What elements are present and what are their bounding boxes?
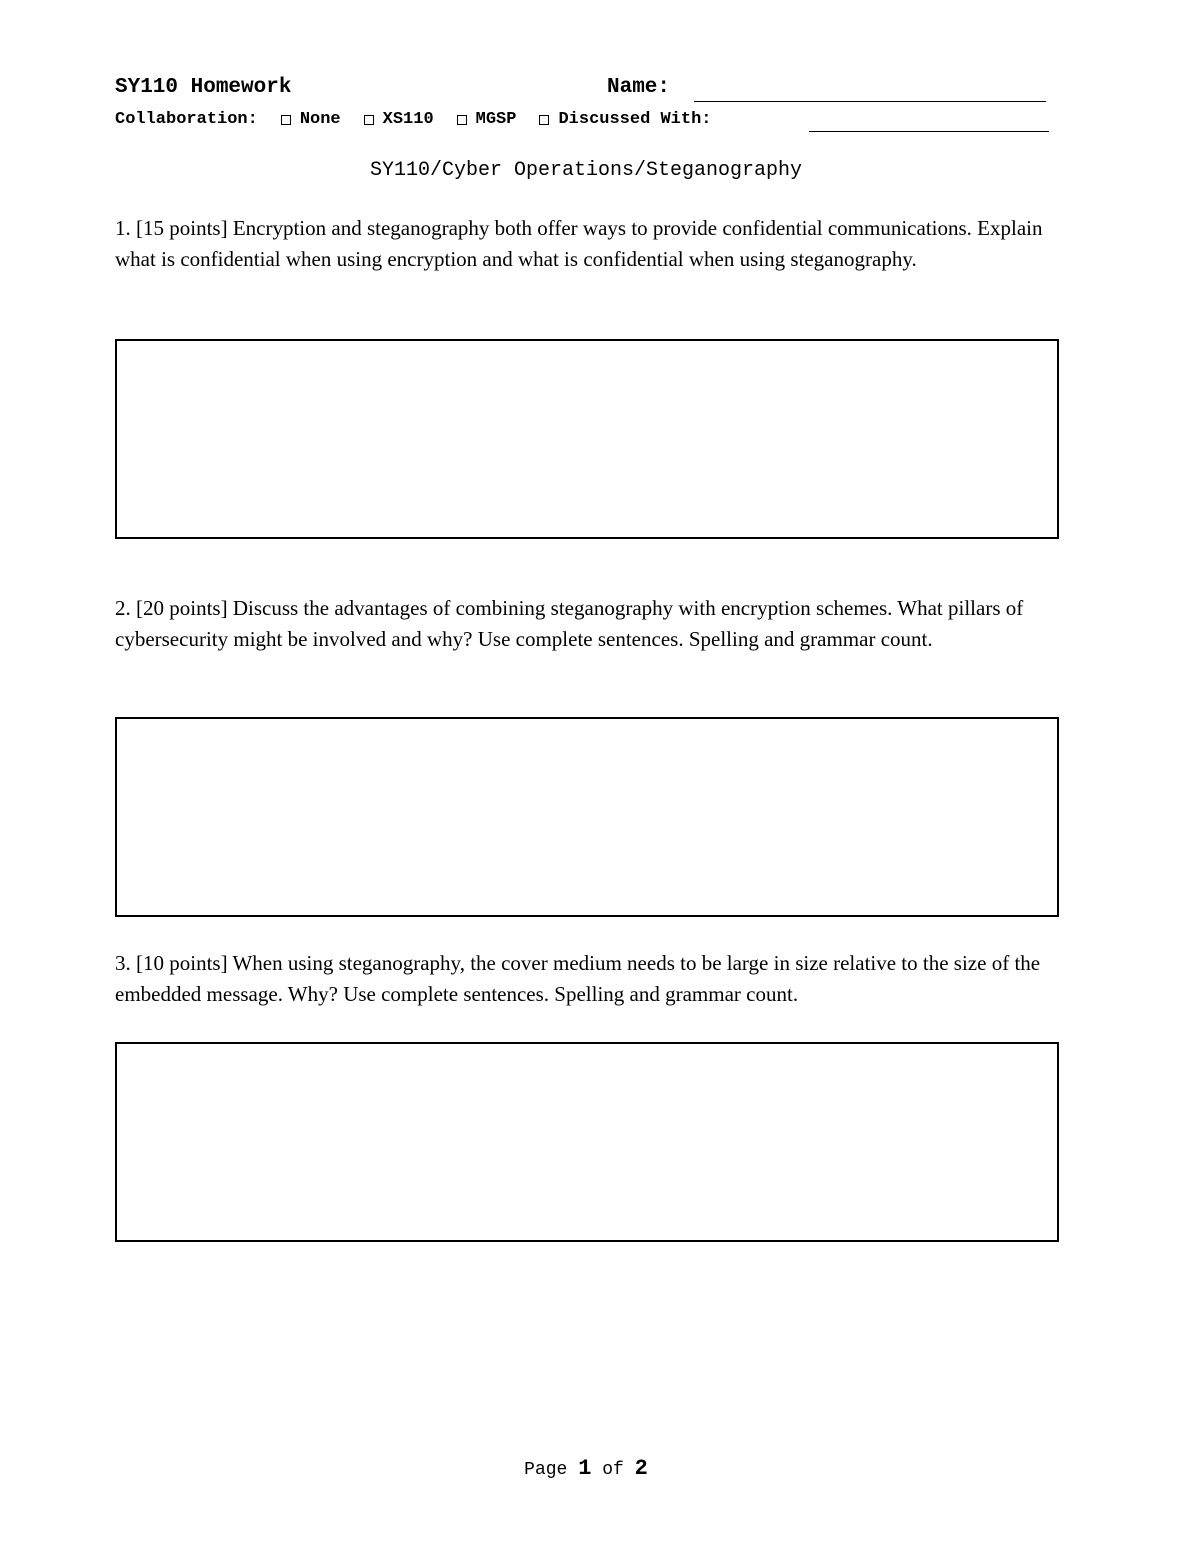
collab-option-none[interactable]: [281, 110, 341, 129]
name-field-line[interactable]: [694, 101, 1046, 102]
collab-option-label: XS110: [382, 110, 434, 129]
collaboration-label: Collaboration:: [115, 110, 258, 129]
checkbox-icon[interactable]: [281, 115, 291, 125]
checkbox-icon[interactable]: [364, 115, 374, 125]
answer-box-1[interactable]: [115, 339, 1059, 539]
discussed-with-field-line[interactable]: [809, 131, 1049, 132]
page-label: Page: [524, 1460, 568, 1480]
collab-option-label: Discussed With:: [558, 110, 712, 129]
answer-box-2[interactable]: [115, 717, 1059, 917]
question-3: 3. [10 points] When using steganography, the cover medium needs to be large in size relative to the size of the embedded message. Why? Use complete sentences. Spelling and grammar count.: [115, 951, 1041, 1006]
page-footer: [0, 1456, 1172, 1481]
question-2: 2. [20 points] Discuss the advantages of combining steganography with encryption schemes. What pillars of cybersecurity might be involved and why? Use complete sentences. Spelling and grammar count.: [115, 596, 1024, 651]
collab-option-xs110[interactable]: [364, 110, 434, 129]
homework-title: SY110 Homework: [115, 76, 292, 99]
collab-option-label: None: [299, 110, 341, 129]
question-1: 1. [15 points] Encryption and steganography both offer ways to provide confidential communications. Explain what is confidential when using encryption and what is confidential when using steganography.: [115, 216, 1043, 271]
collaboration-row: [115, 110, 712, 129]
course-subtitle: SY110/Cyber Operations/Steganography: [369, 159, 803, 182]
checkbox-icon[interactable]: [457, 115, 467, 125]
collab-option-mgsp[interactable]: [457, 110, 517, 129]
of-label: of: [602, 1460, 624, 1480]
name-label: Name:: [607, 76, 671, 99]
answer-box-3[interactable]: [115, 1042, 1059, 1242]
current-page-number: 1: [578, 1456, 592, 1481]
collab-option-label: MGSP: [475, 110, 517, 129]
total-pages-number: 2: [634, 1456, 648, 1481]
checkbox-icon[interactable]: [539, 115, 549, 125]
collab-option-discussed[interactable]: [539, 110, 711, 129]
